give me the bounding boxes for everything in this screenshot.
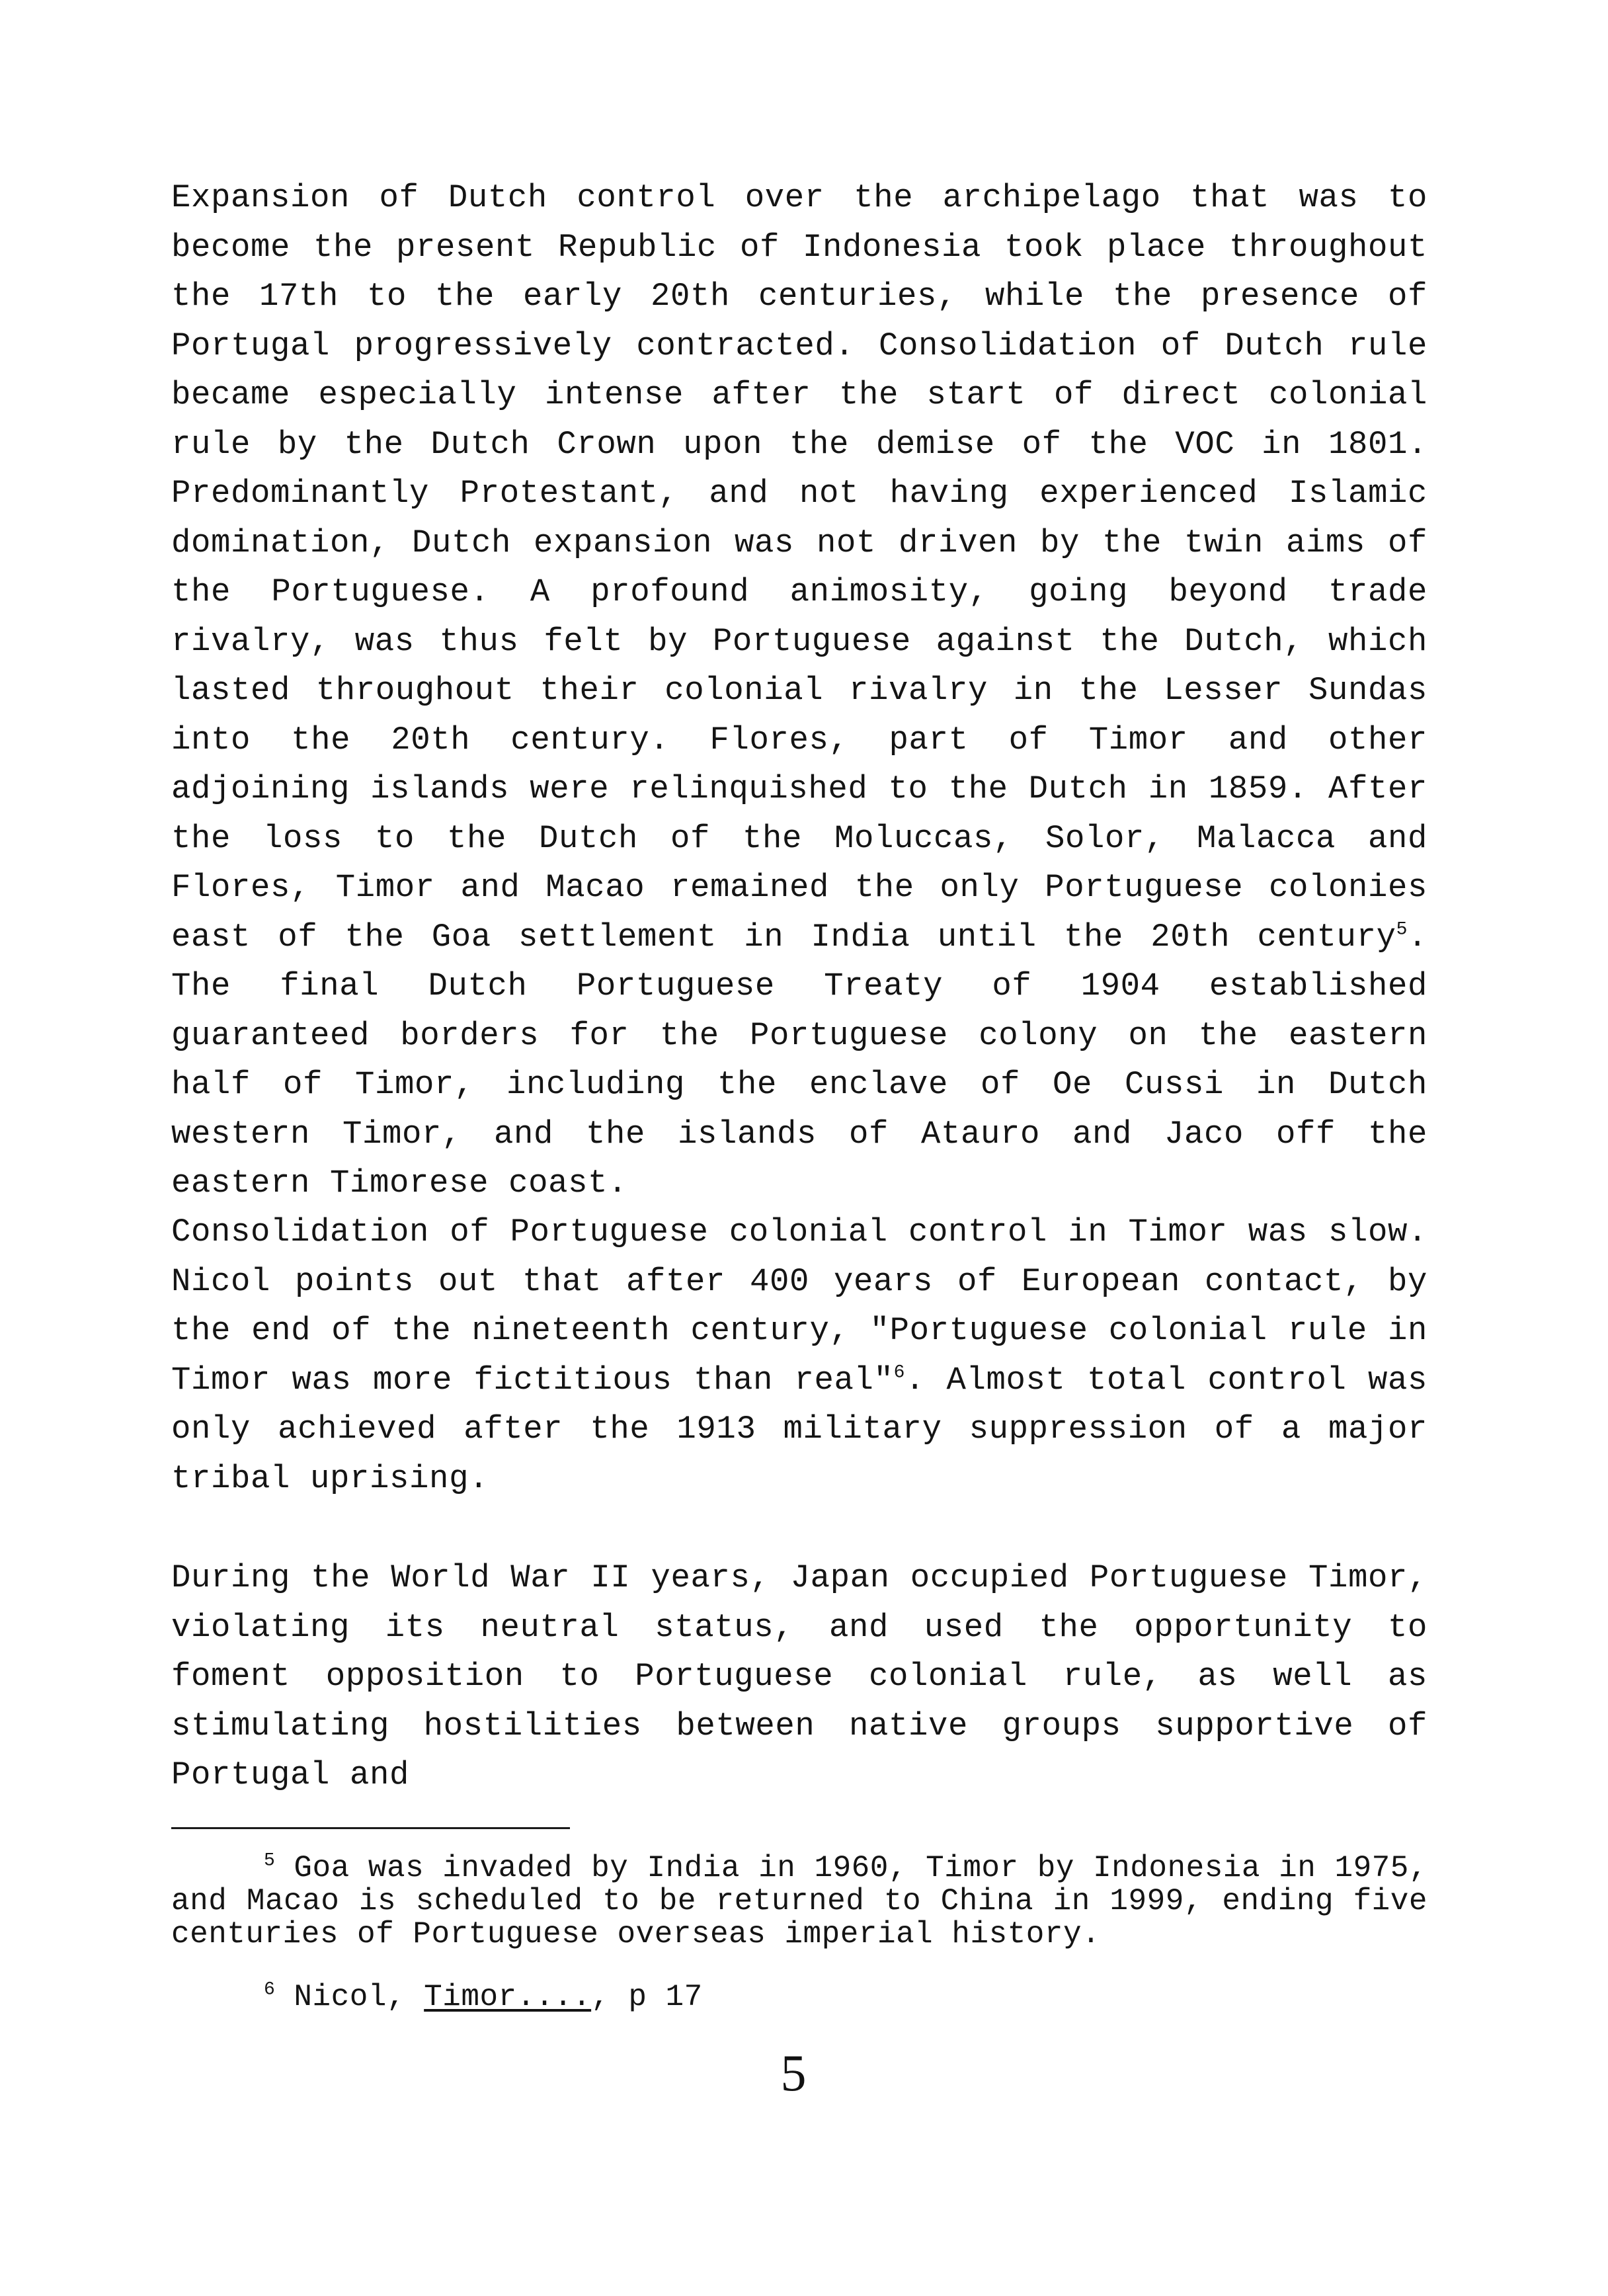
paragraph-text: . Almost total control was only achieved after the 1913 military suppression of a major tribal uprising. [171, 1361, 1428, 1497]
body-paragraph-2 [171, 1208, 1427, 1503]
footnote-6 [264, 1981, 1057, 2014]
footnote-5 [171, 1852, 1427, 1951]
body-paragraph-1 [171, 173, 1427, 1208]
footnote-separator [171, 1827, 570, 1829]
paragraph-text: Consolidation of Portuguese colonial control in Timor was slow. Nicol points out that after 400 years of European contact, by the end of the nineteenth century, "Portuguese colonial rule in Timor was more fictitious than real" [171, 1213, 1427, 1399]
footnote-title: Timor.... [424, 1980, 592, 2014]
body-paragraph-3 [171, 1553, 1427, 1800]
paragraph-text: During the World War II years, Japan occupied Portuguese Timor, violating its neutral status, and used the opportunity to foment opposition to Portuguese colonial rule, as well as stimulating hostilities between native groups supportive of Portugal and [171, 1559, 1427, 1793]
footnote-ref-5[interactable]: 5 [1396, 919, 1408, 940]
footnote-marker: 5 [264, 1850, 276, 1871]
footnote-ref-6[interactable]: 6 [893, 1362, 905, 1383]
footnote-text: Nicol, [275, 1980, 424, 2014]
footnote-text: , p 17 [591, 1980, 703, 2014]
paragraph-text: Expansion of Dutch control over the archipelago that was to become the present Republic of Indonesia took place throughout the 17th to the early 20th centuries, while the presence of Portugal progressively contracted. Consolidation of Dutch rule became especially intense after the start of direct colonial rule by the Dutch Crown upon the demise of the VOC in 1801. Predominantly Protestant, and not having experienced Islamic domination, Dutch expansion was not driven by the twin aims of the Portuguese. A profound animosity, going beyond trade rivalry, was thus felt by Portuguese against the Dutch, which lasted throughout their colonial rivalry in the Lesser Sundas into the 20th century. Flores, part of Timor and other adjoining islands were relinquished to the Dutch in 1859. After the loss to the Dutch of the Moluccas, Solor, Malacca and Flores, Timor and Macao remained the only Portuguese colonies east of the Goa settlement in India until the 20th century [171, 179, 1427, 956]
page-number: 5 [780, 2044, 807, 2102]
footnote-marker: 6 [264, 1979, 276, 2000]
footnote-text: Goa was invaded by India in 1960, Timor by Indonesia in 1975, and Macao is scheduled to be returned to China in 1999, ending five centuries of Portuguese overseas imperial history. [171, 1851, 1427, 1951]
paragraph-text: . The final Dutch Portuguese Treaty of 1904 established guaranteed borders for the Portuguese colony on the eastern half of Timor, including the enclave of Oe Cussi in Dutch western Timor, and the islands of Atauro and Jaco off the eastern Timorese coast. [171, 918, 1427, 1202]
